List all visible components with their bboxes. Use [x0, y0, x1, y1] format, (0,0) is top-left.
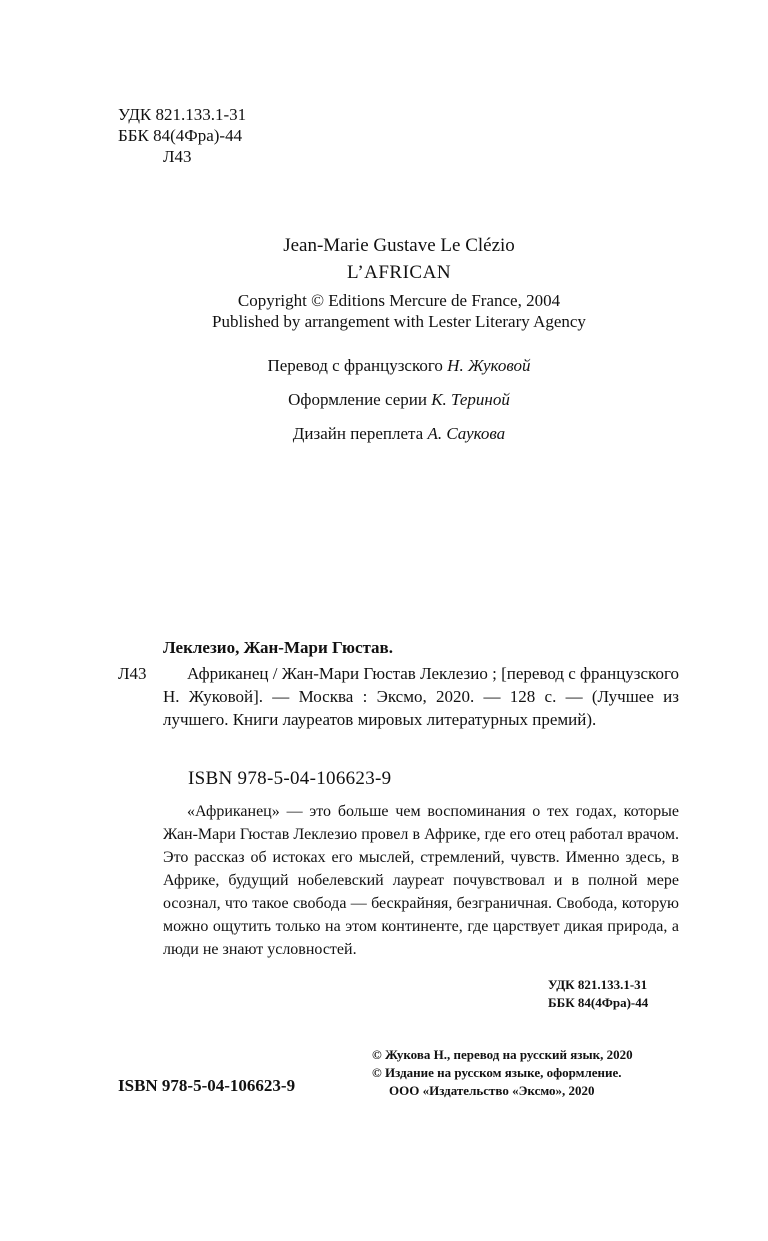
series-design-credit	[0, 390, 768, 410]
copyright-translation: © Жукова Н., перевод на русский язык, 2020	[372, 1047, 633, 1062]
copyright-publisher: ООО «Издательство «Эксмо», 2020	[389, 1083, 595, 1098]
translation-label: Перевод с французского	[267, 356, 443, 375]
translator-name: Н. Жуковой	[447, 356, 531, 375]
book-annotation: «Африканец» — это больше чем воспоминания о тех годах, которые Жан-Мари Гюстав Леклезио провел в Африке, где его отец работал врачом. Это рассказ об истоках его мыслей, стремлений, чувств. Именно здесь, в Африке, будущий нобелевский лауреат почувствовал и в полной мере осознал, что такое свобода — бескрайняя, безграничная. Свобода, которую можно ощутить только на этом континенте, где царствует дикая природа, а люди не знают условностей.	[163, 803, 679, 958]
udk-code: УДК 821.133.1-31	[118, 105, 247, 124]
translator-credit	[0, 356, 768, 376]
classification-block-bottom	[548, 976, 648, 1012]
bibliographic-description: Африканец / Жан-Мари Гюстав Леклезио ; [перевод с французского Н. Жуковой]. — Москва : Эксмо, 2020. — 128 с. — (Лучшее из лучшего. Книги лауреатов мировых литературных премий).	[163, 664, 679, 729]
isbn-footer: ISBN 978-5-04-106623-9	[118, 1076, 296, 1095]
cover-design-credit	[0, 424, 768, 444]
author-mark: Л43	[163, 147, 192, 166]
original-author: Jean-Marie Gustave Le Clézio	[283, 235, 515, 256]
published-line: Published by arrangement with Lester Literary Agency	[212, 312, 586, 331]
cover-designer-name: А. Саукова	[427, 424, 506, 443]
bbk-code-bottom: ББК 84(4Фра)-44	[548, 995, 649, 1010]
bibliographic-code: Л43	[118, 664, 147, 683]
copyright-line: Copyright © Editions Mercure de France, 2004	[237, 291, 561, 310]
original-title: L’AFRICAN	[346, 262, 452, 283]
isbn-bibliographic: ISBN 978-5-04-106623-9	[188, 768, 392, 789]
series-designer-name: К. Териной	[431, 390, 510, 409]
udk-code-bottom: УДК 821.133.1-31	[548, 977, 648, 992]
bbk-code: ББК 84(4Фра)-44	[118, 126, 243, 145]
bibliographic-author-heading: Леклезио, Жан-Мари Гюстав.	[163, 638, 393, 657]
russian-copyrights	[372, 1046, 633, 1100]
classification-block-top	[118, 104, 246, 167]
cover-label: Дизайн переплета	[292, 424, 424, 443]
series-label: Оформление серии	[288, 390, 427, 409]
original-copyright-block	[0, 290, 768, 332]
copyright-edition: © Издание на русском языке, оформление.	[372, 1065, 622, 1080]
